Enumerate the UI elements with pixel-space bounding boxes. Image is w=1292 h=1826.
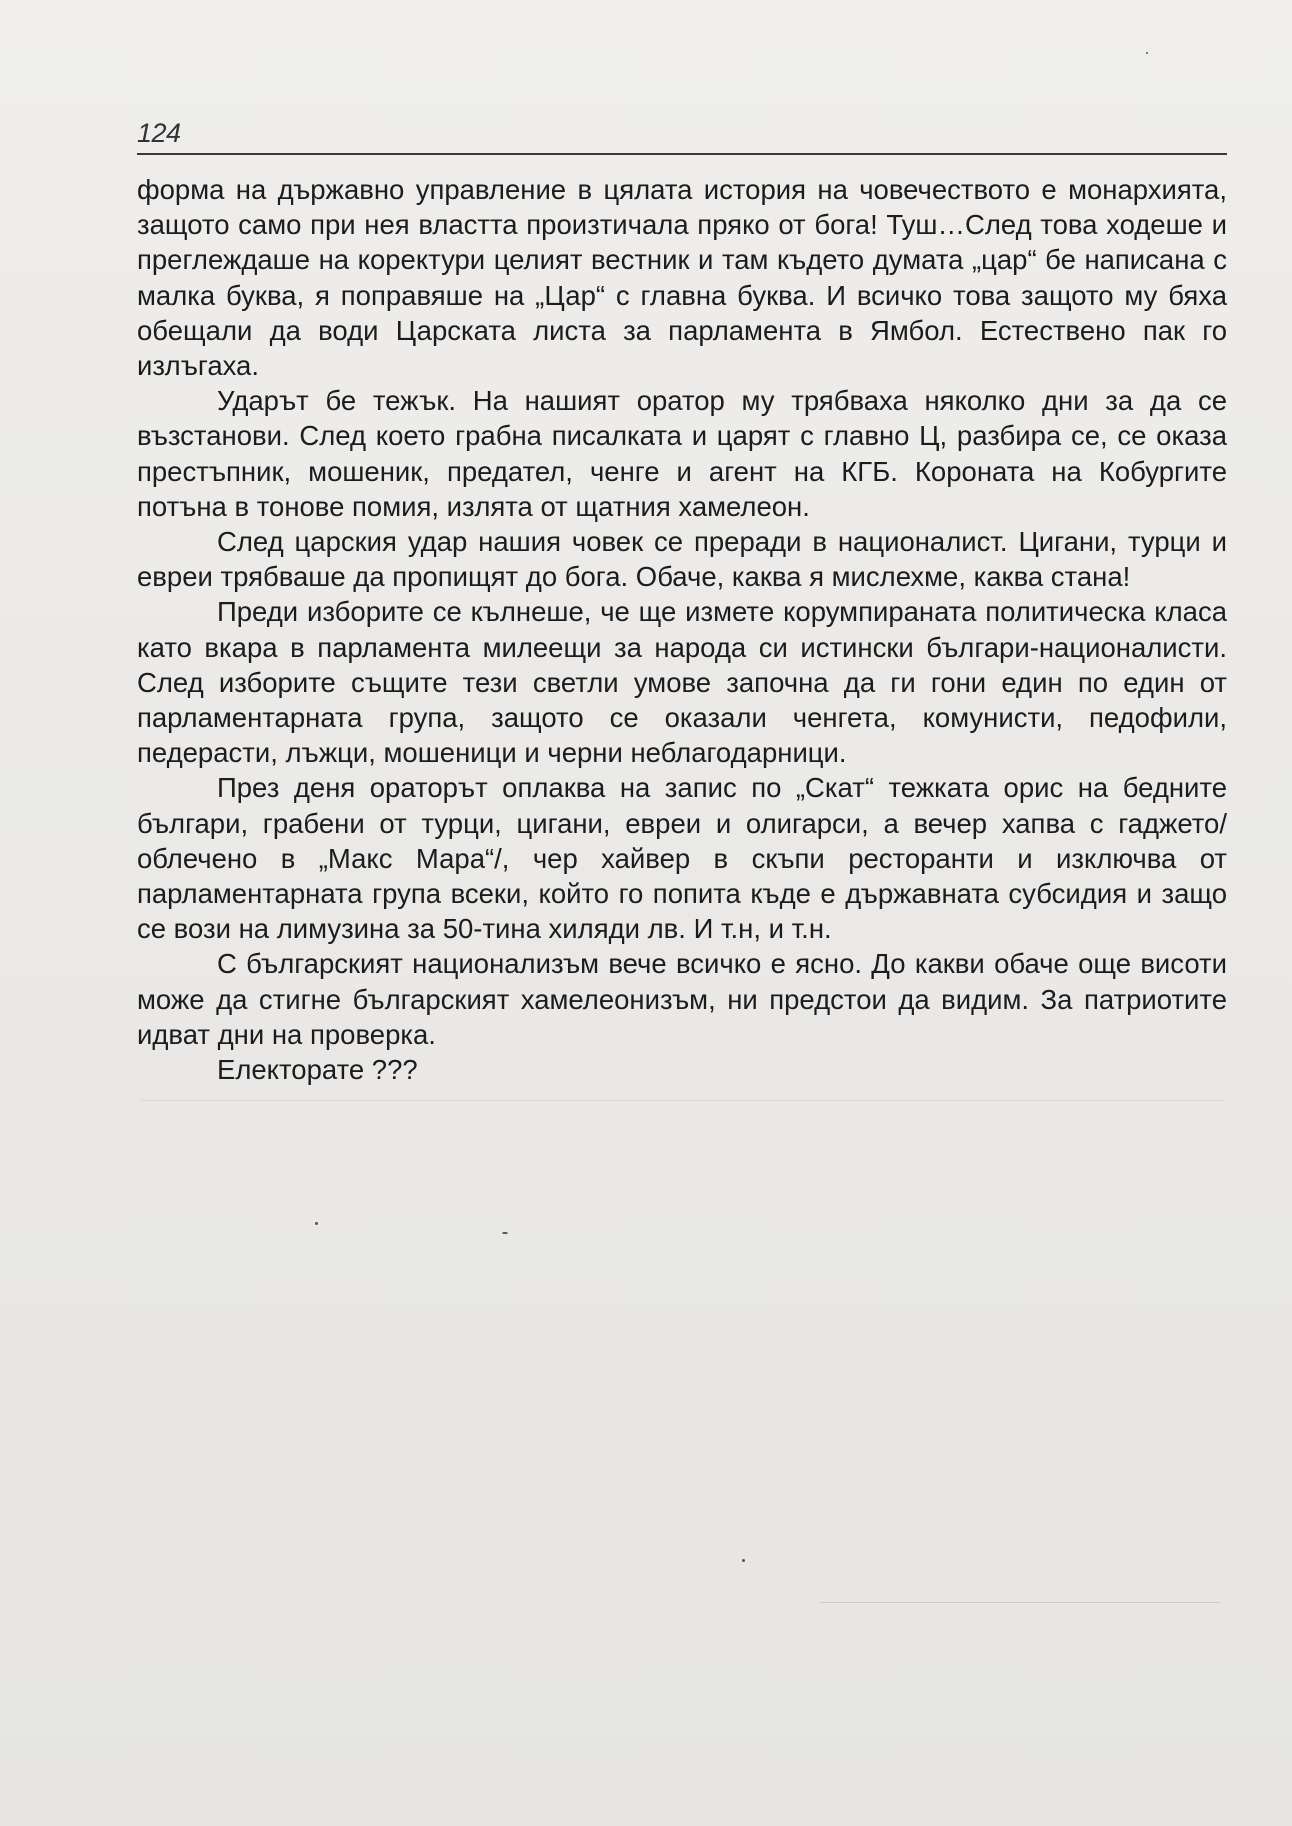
show-through-footnote-rule (820, 1602, 1220, 1603)
ink-speck (742, 1559, 745, 1562)
paragraph-7: Електорате ??? (217, 1054, 418, 1086)
paragraph-2: Ударът бе тежък. На нашият оратор му трябваха няколко дни за да се възстанови. След което грабна писалката и царят с главно Ц, разбира се, се оказа престъпник, мошеник, предател, ченге и агент на КГБ. Короната на Кобургите потъна в тонове помия, излята от щатния хамелеон. (137, 385, 1227, 522)
ink-speck (502, 1232, 508, 1234)
ink-speck (1146, 52, 1148, 54)
paragraph-6: С българският национализъм вече всичко е ясно. До какви обаче още висоти може да стигне българският хамелеонизъм, ни предстои да видим. За патриотите идват дни на проверка. (137, 948, 1227, 1050)
paragraph-5: През деня ораторът оплаква на запис по „Скат“ тежката орис на бедните българи, грабени от турци, цигани, евреи и олигарси, а вечер хапва с гаджето/облечено в „Макс Мара“/, чер хайвер в скъпи ресторанти и изключва от парламентарната група всеки, който го попита къде е държавната субсидия и защо се вози на лимузина за 50-тина хиляди лв. И т.н, и т.н. (137, 772, 1227, 945)
ink-speck (315, 1222, 318, 1225)
paragraph-1: форма на държавно управление в цялата история на човечеството е монархията, защото само при нея властта произтичала пряко от бога! Туш…След това ходеше и преглеждаше на коректури целият вестник и там където думата „цар“ бе написана с малка буква, я поправяше на „Цар“ с главна буква. И всичко това защото му бяха обещали да води Царската листа за парламента в Ямбол. Естествено пак го излъгаха. (137, 174, 1227, 382)
paragraph-3: След царския удар нашия човек се преради в националист. Цигани, турци и евреи трябваше да пропищят до бога. Обаче, каква я мислехме, каква стана! (137, 526, 1227, 593)
page-number: 124 (137, 118, 181, 148)
header-rule (137, 153, 1227, 155)
show-through-shadow (140, 1100, 1225, 1101)
paragraph-4: Преди изборите се кълнеше, че ще изметe корумпираната политическа класа като вкара в парламента милеещи за народа си истински българи-националисти. След изборите същите тези светли умове започна да ги гони един по един от парламентарната група, защото се оказали ченгета, комунисти, педофили, педерасти, лъжци, мошеници и черни неблагодарници. (137, 596, 1227, 769)
body-text (137, 172, 1227, 1087)
